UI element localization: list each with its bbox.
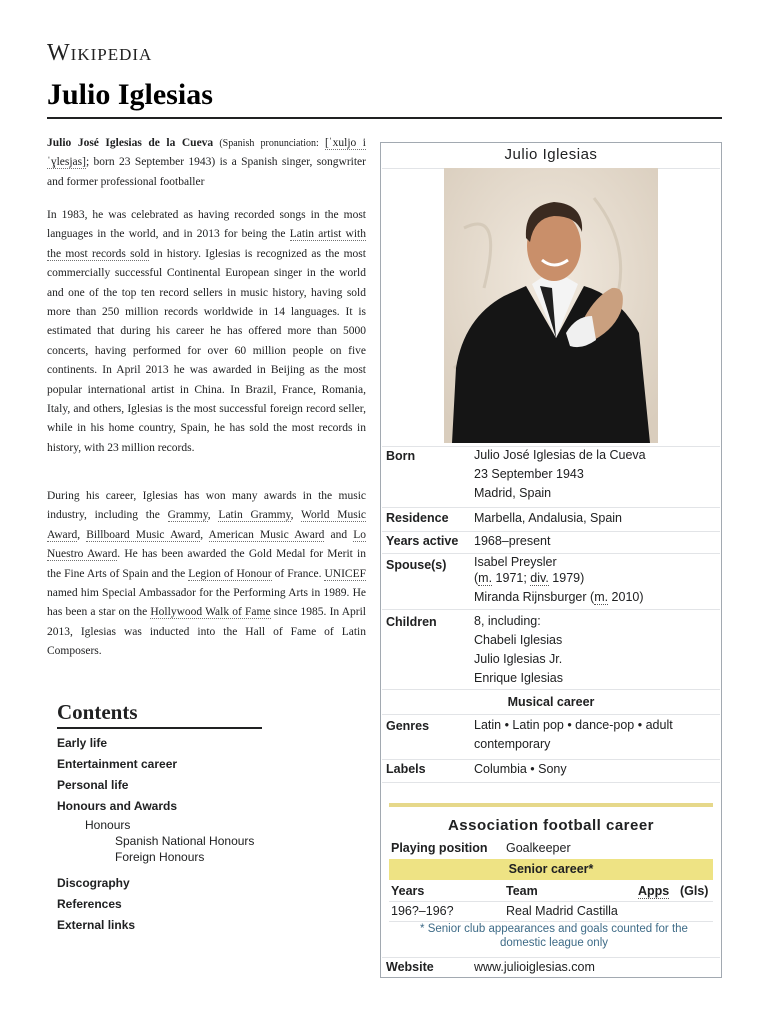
p2-text-b: in history. Iglesias is recognized as the most commercially successful Continental European singer in the world and one of the top ten record sellers in music history, having sold more than 250 million records worldwide in 14 languages. It is estimated that during his career he has offered more than 5000 concerts, having performed for over 60 million people on five continents. In April 2013 he was awarded in Beijing as the most popular international artist in China. In Brazil, France, Romania, Italy, and others, Iglesias is the most successful foreign record seller, while in his home country, Spain, he has sold the most records in history, with 23 million records. <box>47 247 366 454</box>
children-value <box>474 612 716 688</box>
website-link[interactable]: www.julioiglesias.com <box>474 960 595 974</box>
link-latin-grammy[interactable]: Latin Grammy <box>218 509 291 522</box>
p3-text-d: named him Special Ambassador for the Performing Arts in 1989. He has been a star on the <box>47 587 366 619</box>
infobox-title: Julio Iglesias <box>504 146 598 163</box>
toc-item-personal-life[interactable]: Personal life <box>57 778 129 792</box>
portrait-photo[interactable] <box>444 168 658 443</box>
link-latin-artist[interactable]: Latin artist with the most records sold <box>47 228 366 260</box>
lead-name: Julio José Iglesias de la Cueva <box>47 137 214 149</box>
link-grammy[interactable]: Grammy <box>167 509 208 522</box>
spouse-2 <box>474 589 716 605</box>
children-count: 8, including: <box>474 614 541 628</box>
toc-sub-foreign-honours[interactable]: Foreign Honours <box>115 850 205 864</box>
child-3: Enrique Iglesias <box>474 671 563 685</box>
website-label: Website <box>386 960 434 974</box>
spouse-label: Spouse(s) <box>386 558 447 572</box>
toc-item-entertainment-career[interactable]: Entertainment career <box>57 757 178 771</box>
child-1: Chabeli Iglesias <box>474 633 563 647</box>
table-of-contents <box>57 700 262 936</box>
pron-prefix: (Spanish pronunciation: <box>213 138 325 149</box>
paragraph-2 <box>47 206 366 458</box>
playing-position-label: Playing position <box>391 841 488 855</box>
divider <box>382 714 720 715</box>
spouse-2-name: Miranda Rijnsburger ( <box>474 590 595 604</box>
senior-career-header: Senior career* <box>389 859 713 880</box>
paren: ( <box>474 571 479 585</box>
years-active-value: 1968–present <box>474 534 551 548</box>
born-date: 23 September 1943 <box>474 467 584 481</box>
p3-text-e: since 1985. In April 2013, Iglesias was inducted into the Hall of Fame of Latin Composers. <box>47 606 366 658</box>
col-gls[interactable]: (Gls) <box>680 884 709 898</box>
row-years: 196?–196? <box>391 904 454 918</box>
paragraph-3 <box>47 487 366 662</box>
link-hollywood-walk[interactable]: Hollywood Walk of Fame <box>150 606 271 619</box>
p3-sep: , <box>290 509 302 522</box>
toc-item-external-links[interactable]: External links <box>57 918 136 932</box>
married-abbr[interactable]: m. <box>594 590 609 604</box>
spouse-1: Isabel Preysler <box>474 555 557 569</box>
born-value <box>474 446 716 503</box>
title-rule <box>47 117 722 119</box>
born-label: Born <box>386 449 416 463</box>
link-lo-nuestro[interactable]: Lo Nuestro Award <box>47 528 366 561</box>
page-title: Julio Iglesias <box>47 78 213 111</box>
spouse-1-year: 1971; <box>492 571 531 585</box>
row-team: Real Madrid Castilla <box>506 904 618 918</box>
residence-value: Marbella, Andalusia, Spain <box>474 511 623 525</box>
infobox <box>380 142 722 978</box>
toc-item-honours-awards[interactable]: Honours and Awards <box>57 799 178 813</box>
p3-sep: , <box>77 528 87 541</box>
link-unicef[interactable]: UNICEF <box>324 567 366 580</box>
spouse-value <box>474 554 716 605</box>
residence-label: Residence <box>386 511 449 525</box>
spouse-2-end: 2010) <box>608 590 644 604</box>
spouse-1-end: 1979) <box>548 571 585 585</box>
born-name: Julio José Iglesias de la Cueva <box>474 448 646 462</box>
link-legion-of-honour[interactable]: Legion of Honour <box>188 567 272 580</box>
child-2: Julio Iglesias Jr. <box>474 652 563 666</box>
divider <box>382 609 720 610</box>
divider <box>382 689 720 690</box>
married-abbr[interactable]: m. <box>478 571 493 585</box>
p3-sep: , <box>207 509 219 522</box>
divorced-abbr[interactable]: div. <box>530 571 549 585</box>
p3-text-a: During his career, Iglesias has won many awards in the music industry, including the <box>47 490 366 522</box>
p3-text-b: . He has been awarded the Gold Medal for Merit in the Fine Arts of Spain and the <box>47 548 366 580</box>
divider <box>382 782 720 783</box>
col-years: Years <box>391 884 425 898</box>
football-career-title: Association football career <box>447 817 655 834</box>
lead-rest: ; born 23 September 1943) is a Spanish singer, songwriter and former professional footballer <box>47 156 366 188</box>
link-american-music-award[interactable]: American Music Award <box>208 528 325 541</box>
p3-sep: , <box>200 528 209 541</box>
col-team: Team <box>506 884 538 898</box>
genres-value: Latin • Latin pop • dance-pop • adult contemporary <box>474 718 673 751</box>
link-billboard[interactable]: Billboard Music Award <box>86 528 201 541</box>
born-place: Madrid, Spain <box>474 486 552 500</box>
divider <box>389 901 713 902</box>
p3-text-c: of France. <box>271 567 325 580</box>
toc-item-references[interactable]: References <box>57 897 122 911</box>
toc-item-early-life[interactable]: Early life <box>57 736 108 750</box>
children-label: Children <box>386 615 437 629</box>
col-apps[interactable]: Apps <box>638 884 670 898</box>
labels-label: Labels <box>386 762 426 776</box>
toc-sub-honours[interactable]: Honours <box>85 818 131 832</box>
wikipedia-wordmark[interactable]: Wikipedia <box>47 40 153 66</box>
football-career-box <box>389 803 713 956</box>
years-active-label: Years active <box>386 534 459 548</box>
football-note: * Senior club appearances and goals counted for the domestic league only <box>420 923 688 949</box>
spouse-1-dates <box>474 570 716 586</box>
genres-label: Genres <box>386 719 430 733</box>
ipa-link[interactable]: [ˈxuljo i ˈɣlesjas] <box>47 137 366 169</box>
musical-career-header: Musical career <box>507 695 595 709</box>
p3-sep: and <box>324 528 354 541</box>
labels-value: Columbia • Sony <box>474 762 567 776</box>
toc-item-discography[interactable]: Discography <box>57 876 130 890</box>
toc-sub-spanish-honours[interactable]: Spanish National Honours <box>115 834 255 848</box>
divider <box>382 507 720 508</box>
lead-paragraph <box>47 134 366 192</box>
playing-position-value: Goalkeeper <box>506 841 571 855</box>
toc-title: Contents <box>57 700 262 729</box>
accent-bar <box>389 803 713 807</box>
link-world-music-award[interactable]: World Music Award <box>47 509 367 541</box>
p2-text-a: In 1983, he was celebrated as having recorded songs in the most languages in the world, and in 2013 for being the <box>47 209 366 241</box>
